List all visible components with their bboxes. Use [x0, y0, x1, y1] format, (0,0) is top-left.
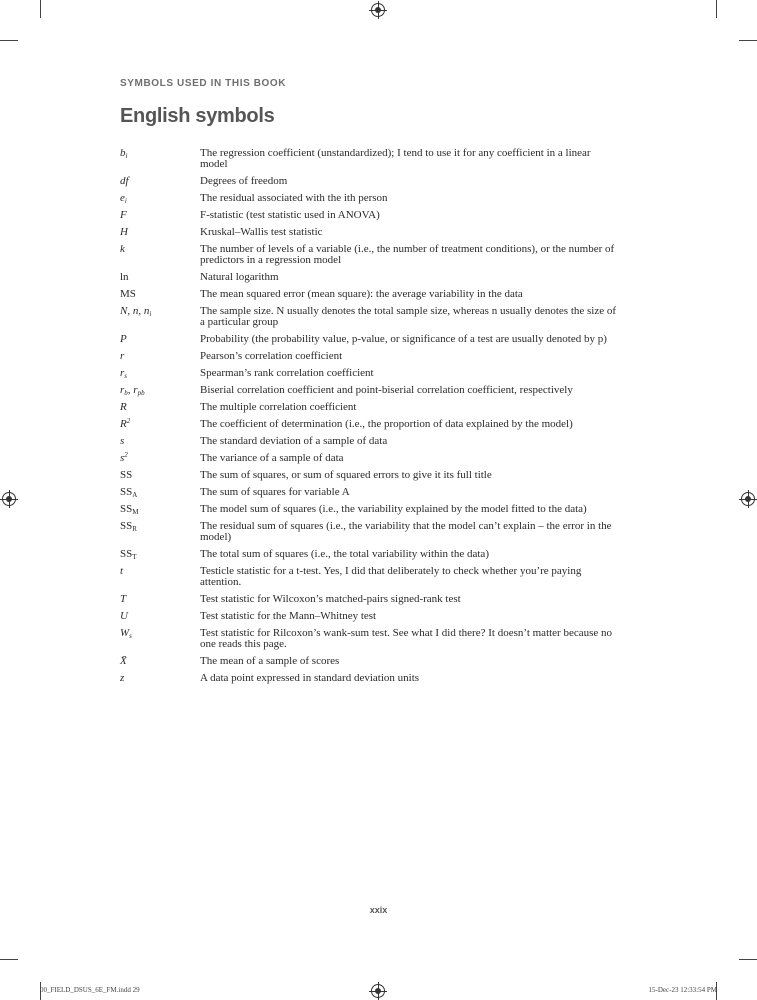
symbol-definition: Test statistic for Wilcoxon’s matched-pairs signed-rank test	[200, 593, 461, 605]
symbol-definition: Test statistic for the Mann–Whitney test	[200, 610, 377, 622]
symbol-definition: The coefficient of determination (i.e., the proportion of data explained by the model)	[200, 418, 573, 430]
crop-mark-top-left-v	[40, 0, 41, 18]
symbol	[120, 436, 200, 447]
symbol-main: s	[120, 452, 125, 464]
symbol	[120, 334, 200, 345]
symbol	[120, 148, 200, 170]
symbol-definition: The mean squared error (mean square): the average variability in the data	[200, 288, 523, 300]
symbol-main: U	[120, 610, 128, 622]
symbol-row	[120, 436, 620, 447]
symbol-main: N, n, n	[120, 305, 150, 317]
symbol-main: MS	[120, 288, 136, 300]
symbol-definition: The sum of squares for variable A	[200, 486, 350, 498]
symbol-row	[120, 272, 620, 283]
symbol-row	[120, 176, 620, 187]
symbol-row	[120, 611, 620, 622]
symbol-main: W	[120, 627, 130, 639]
symbol-main: t	[120, 565, 124, 577]
symbol-main: R	[120, 401, 127, 413]
symbol-definition: Probability (the probability value, p-value, or significance of a test are usually denoted by p)	[200, 333, 607, 345]
symbol-definition: Degrees of freedom	[200, 175, 288, 187]
registration-mark-right-icon	[741, 492, 755, 506]
symbol-row	[120, 549, 620, 560]
symbol-row	[120, 334, 620, 345]
crop-mark-top-left-h	[0, 40, 18, 41]
symbol-row	[120, 306, 620, 328]
symbol-main: R	[120, 418, 127, 430]
symbol-subscript: A	[132, 491, 138, 499]
symbol-row	[120, 368, 620, 379]
symbol-main: e	[120, 192, 125, 204]
symbol-definition: Test statistic for Rilcoxon’s wank-sum test. See what I did there? It doesn’t matter because no one reads this page.	[200, 627, 613, 650]
symbol-subscript: s	[129, 632, 132, 640]
symbol-main: H	[120, 226, 128, 238]
symbol-superscript: 2	[124, 451, 128, 459]
symbol-definition: Testicle statistic for a t-test. Yes, I did that deliberately to check whether you’re paying attention.	[200, 565, 582, 588]
symbol-definition: The variance of a sample of data	[200, 452, 344, 464]
slug-timestamp: 15-Dec-23 12:33:54 PM	[648, 986, 717, 994]
symbol	[120, 368, 200, 379]
registration-mark-bottom-icon	[371, 984, 385, 998]
symbol-definition: The residual associated with the ith person	[200, 192, 388, 204]
symbol	[120, 628, 200, 650]
symbol	[120, 227, 200, 238]
symbol-definition: Natural logarithm	[200, 271, 279, 283]
symbol-definition: The sum of squares, or sum of squared errors to give it its full title	[200, 469, 492, 481]
symbol-main: b	[120, 147, 126, 159]
crop-mark-bottom-right-h	[739, 959, 757, 960]
symbol-subscript: T	[132, 553, 137, 561]
symbol-definition: The standard deviation of a sample of data	[200, 435, 388, 447]
registration-mark-left-icon	[2, 492, 16, 506]
symbol-subscript: b	[124, 389, 128, 397]
symbol	[120, 176, 200, 187]
symbol-main: X̄	[120, 655, 127, 667]
symbol-row	[120, 628, 620, 650]
running-head: SYMBOLS USED IN THIS BOOK	[120, 78, 287, 89]
symbol-row	[120, 148, 620, 170]
symbol-main: k	[120, 243, 125, 255]
symbol-definition: A data point expressed in standard deviation units	[200, 672, 420, 684]
page-number: xxix	[369, 905, 388, 915]
symbol-definition: The residual sum of squares (i.e., the variability that the model can’t explain – the error in the model)	[200, 520, 612, 543]
symbol-row	[120, 594, 620, 605]
symbol	[120, 210, 200, 221]
symbol-subscript: s	[124, 372, 128, 380]
symbol	[120, 306, 200, 328]
symbol-main: r	[120, 367, 125, 379]
symbol-definition: The total sum of squares (i.e., the total variability within the data)	[200, 548, 489, 560]
crop-mark-top-right-v	[716, 0, 717, 18]
symbol-definition: The regression coefficient (unstandardized); I tend to use it for any coefficient in a linear model	[200, 147, 591, 170]
symbol	[120, 656, 200, 667]
symbol-definition: The number of levels of a variable (i.e., the number of treatment conditions), or the number of predictors in a regression model	[200, 243, 615, 266]
symbol-main: SS	[120, 469, 133, 481]
symbol-subscript: i	[125, 152, 128, 160]
symbol	[120, 193, 200, 204]
crop-mark-bottom-left-h	[0, 959, 18, 960]
symbol-row	[120, 419, 620, 430]
symbol-subscript: i	[149, 310, 152, 318]
symbol-main: r	[120, 384, 125, 396]
symbol-row	[120, 244, 620, 266]
symbol-list	[120, 148, 620, 690]
symbol-row	[120, 453, 620, 464]
symbol	[120, 549, 200, 560]
symbol	[120, 385, 200, 396]
symbol-definition: The sample size. N usually denotes the total sample size, whereas n usually denotes the size of a particular group	[200, 305, 617, 328]
symbol-main: T	[120, 593, 127, 605]
symbol-extra-subscript: pb	[137, 389, 145, 397]
symbol-superscript: 2	[126, 417, 131, 425]
registration-mark-top-icon	[371, 3, 385, 17]
slug-file-info: 00_FIELD_DSUS_6E_FM.indd 29	[40, 986, 140, 994]
symbol	[120, 673, 200, 684]
symbol-row	[120, 487, 620, 498]
symbol-row	[120, 351, 620, 362]
symbol	[120, 351, 200, 362]
symbol-row	[120, 521, 620, 543]
symbol-definition: Pearson’s correlation coefficient	[200, 350, 343, 362]
symbol	[120, 504, 200, 515]
symbol-main: P	[120, 333, 127, 345]
symbol-row	[120, 227, 620, 238]
symbol-definition: Kruskal–Wallis test statistic	[200, 226, 323, 238]
symbol-main: ln	[120, 271, 129, 283]
symbol	[120, 521, 200, 543]
symbol-main: SS	[120, 520, 133, 532]
crop-mark-top-right-h	[739, 40, 757, 41]
symbol	[120, 419, 200, 430]
symbol-row	[120, 210, 620, 221]
symbol-main: r	[120, 350, 125, 362]
symbol-row	[120, 470, 620, 481]
symbol-extra: , r	[127, 384, 138, 396]
symbol-definition: The multiple correlation coefficient	[200, 401, 357, 413]
symbol-main: SS	[120, 503, 133, 515]
symbol	[120, 272, 200, 283]
symbol-main: SS	[120, 486, 133, 498]
symbol	[120, 487, 200, 498]
symbol-row	[120, 402, 620, 413]
section-title: English symbols	[120, 105, 275, 127]
symbol	[120, 289, 200, 300]
symbol	[120, 402, 200, 413]
symbol-main: F	[120, 209, 127, 221]
symbol-row	[120, 385, 620, 396]
symbol-main: df	[120, 175, 129, 187]
symbol-definition: The model sum of squares (i.e., the variability explained by the model fitted to the data)	[200, 503, 587, 515]
symbol-row	[120, 289, 620, 300]
symbol	[120, 453, 200, 464]
symbol-main: SS	[120, 548, 133, 560]
symbol-definition: Biserial correlation coefficient and point-biserial correlation coefficient, respectively	[200, 384, 573, 396]
symbol	[120, 470, 200, 481]
symbol-definition: Spearman’s rank correlation coefficient	[200, 367, 374, 379]
symbol-subscript: R	[132, 525, 137, 533]
symbol-row	[120, 566, 620, 588]
symbol-row	[120, 673, 620, 684]
symbol-subscript: i	[124, 197, 127, 205]
symbol	[120, 566, 200, 588]
symbol	[120, 611, 200, 622]
symbol-subscript: M	[132, 508, 139, 516]
symbol	[120, 244, 200, 266]
symbol-main: z	[120, 672, 125, 684]
symbol-row	[120, 193, 620, 204]
symbol-row	[120, 504, 620, 515]
symbol-definition: The mean of a sample of scores	[200, 655, 340, 667]
symbol-row	[120, 656, 620, 667]
symbol-main: s	[120, 435, 125, 447]
symbol	[120, 594, 200, 605]
symbol-definition: F-statistic (test statistic used in ANOVA)	[200, 209, 380, 221]
